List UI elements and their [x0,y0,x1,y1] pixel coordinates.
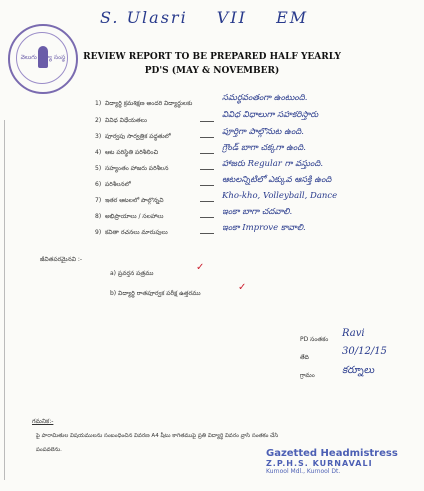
check-mark-icon: ✓ [238,282,247,293]
section-item: a) ప్రవర్తన పత్రము [110,270,154,277]
item-answer: ఇంకా బాగా చదవాలి. [222,207,293,217]
headmistress-stamp [266,448,398,475]
pd-sign-label: PD సంతకం [300,336,329,343]
hm-school: Z.P.H.S. KURNAVALI [266,459,373,468]
list-item: 3) పూర్వపు సార్వత్రిక పద్ధతులో [95,133,171,140]
list-item: 5) సహ్యంతం హాజరు పరిశీలన [95,165,169,172]
hm-location: Kurnool Mdl., Kurnool Dt. [266,468,341,475]
date-label: తేది [300,354,309,361]
list-item: 4) ఆట పరిస్థితి పరిశీలించి [95,149,159,156]
dash-separator [200,153,214,154]
report-title: REVIEW REPORT TO BE PREPARED HALF YEARLY [83,52,341,62]
item-label: పరిశీలనలో [105,181,131,188]
item-label: ఇతర ఆటలలో పాల్గొన్నవి [105,197,164,204]
report-subtitle: PD'S (MAY & NOVEMBER) [144,66,280,76]
list-item: 1) విద్యార్థి క్రమశిక్షణ అందరి విద్యార్థులకు [95,100,193,107]
section-item: b) విద్యార్థి రాతపూర్వక పరీక్ష ఉత్తరము [110,290,201,297]
dash-separator [200,233,214,234]
item-answer: Kho-kho, Volleyball, Dance [222,191,338,201]
note-heading: గమనిక:- [32,418,54,425]
place-label: గ్రామం [300,372,315,379]
list-item: 6) పరిశీలనలో [95,181,131,188]
dash-separator [200,169,214,170]
dash-separator [200,185,214,186]
seal-text: వెలుగు విద్యా సంస్థ [20,54,66,61]
dash-separator [200,201,214,202]
item-answer: ఆటలన్నిటిలో ఎక్కువ ఆసక్తి ఉంది [222,175,332,185]
student-name: S. Ulasri [100,8,188,27]
item-answer: ఇంకా Improve కావాలి. [222,223,306,233]
list-item: 2) వివిధ విధేయతలు [95,117,147,124]
item-label: ఆట పరిస్థితి పరిశీలించి [105,149,159,156]
dash-separator [200,121,214,122]
student-header [100,8,330,27]
list-item: 8) అభిప్రాయాలు / సలహాలు [95,213,164,220]
item-label: వివిధ విధేయతలు [105,117,147,124]
page-margin-line [4,120,5,480]
hm-title: Gazetted Headmistress [266,448,398,459]
note-text: పై పారామితుల విషయములను సంబంధించిన వివరణ A4 షీటు కాగితముపై ప్రతి విద్యార్థి వివరం వ్రాసి సంతకం చేసి [36,433,279,439]
list-item: 7) ఇతర ఆటలలో పాల్గొన్నవి [95,197,164,204]
item-label: కవితా రచనలు మారుపులు [105,229,168,236]
check-mark-icon: ✓ [196,262,205,273]
item-answer: సమర్థవంతంగా ఉంటుంది. [222,93,308,103]
place-value: కర్నూలు [342,365,375,376]
item-answer: పూర్తిగా పాల్గొనుట ఉంది. [222,127,304,137]
dash-separator [200,217,214,218]
pd-signature: Ravi [342,328,365,339]
item-label: సహ్యంతం హాజరు పరిశీలన [105,165,169,172]
student-class: VII [216,8,247,27]
item-answer: హాజరు Regular గా వస్తుంది. [222,159,324,169]
note-text-continued: పంపవలెను. [36,447,62,453]
item-answer: గ్రౌండ్ బాగా చక్కగా ఉంది. [222,143,306,153]
dash-separator [200,137,214,138]
date-value: 30/12/15 [342,346,387,357]
item-label: అభిప్రాయాలు / సలహాలు [105,213,164,220]
item-label: విద్యార్థి క్రమశిక్షణ అందరి విద్యార్థులకు [105,100,193,107]
student-medium: EM [276,8,309,27]
item-label: పూర్వపు సార్వత్రిక పద్ధతులో [105,133,171,140]
section-heading: జీవితపరమైనవి :- [40,256,83,263]
list-item: 9) కవితా రచనలు మారుపులు [95,229,168,236]
item-answer: వివిధ విధాలుగా సహకరిస్తారు [222,110,319,120]
